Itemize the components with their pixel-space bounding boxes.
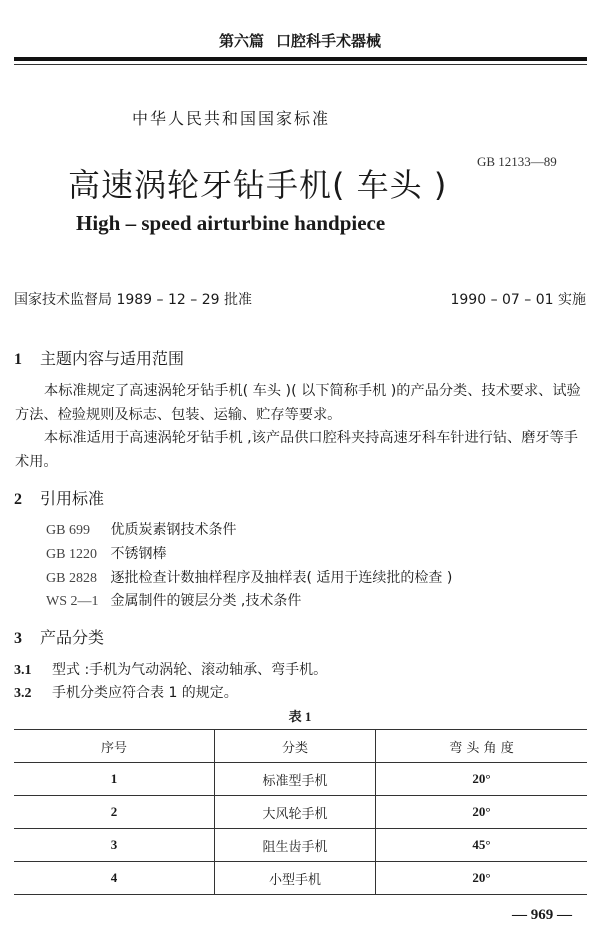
title-en: High – speed airturbine handpiece [76,211,386,235]
section-number: 1 [14,351,22,368]
header-part: 第六篇 [218,32,264,50]
col-header: 分类 [215,730,376,763]
section-heading [14,346,184,369]
cell: 20° [376,763,588,796]
cell: 45° [376,829,588,862]
cell: 3 [14,829,215,862]
ref-code: WS 2—1 [46,594,99,609]
approval-date: 国家技术监督局 1989 – 12 – 29 批准 [14,292,252,308]
col-header: 序号 [14,730,215,763]
ref-name: 优质炭素钢技术条件 [110,522,237,538]
effective-date: 1990 – 07 – 01 实施 [450,292,586,308]
cell: 阻生齿手机 [215,829,376,862]
table-row [14,829,587,862]
reference-item [46,519,236,539]
subsection-text: 手机分类应符合表 1 的规定。 [52,685,238,701]
section-heading [14,625,104,648]
cell: 2 [14,796,215,829]
header-rule-thick [14,57,587,61]
cell: 小型手机 [215,862,376,895]
running-header [0,30,600,51]
subsection [14,682,238,702]
cell: 20° [376,862,588,895]
paragraph: 本标准适用于高速涡轮牙钻手机 ,该产品供口腔科夹持高速牙科车针进行钻、磨牙等手术用。 [15,430,578,470]
classification-table [14,729,587,895]
cell: 4 [14,862,215,895]
page-number: — 969 — [512,907,572,923]
subsection [14,659,327,679]
reference-item [46,590,301,610]
section-number: 3 [14,630,22,647]
ref-code: GB 699 [46,523,90,538]
cell: 标准型手机 [215,763,376,796]
table-row [14,796,587,829]
section-number: 2 [14,491,22,508]
standard-label: 中华人民共和国国家标准 [132,109,331,128]
reference-item [46,567,452,587]
ref-name: 逐批检查计数抽样程序及抽样表( 适用于连续批的检查 ) [110,570,453,586]
cell: 大风轮手机 [215,796,376,829]
ref-name: 金属制件的镀层分类 ,技术条件 [110,593,302,609]
section-title: 引用标准 [40,489,105,508]
cell: 20° [376,796,588,829]
cell: 1 [14,763,215,796]
ref-code: GB 2828 [46,571,97,586]
table-caption: 表 1 [288,709,312,724]
table-row [14,862,587,895]
col-header: 弯 头 角 度 [376,730,588,763]
reference-item [46,543,166,563]
title-cn: 高速涡轮牙钻手机( 车头 ) [68,166,448,204]
header-rule-thin [14,64,587,65]
table-header-row [14,730,587,763]
section-heading [14,486,104,509]
ref-code: GB 1220 [46,547,97,562]
subsection-number: 3.1 [14,663,32,678]
ref-name: 不锈钢棒 [110,546,167,562]
standard-code: GB 12133—89 [477,154,557,169]
subsection-text: 型式 :手机为气动涡轮、滚动轴承、弯手机。 [52,662,328,678]
paragraph: 本标准规定了高速涡轮牙钻手机( 车头 )( 以下简称手机 )的产品分类、技术要求、试验方法、检验规则及标志、包装、运输、贮存等要求。 [15,383,581,423]
section-title: 主题内容与适用范围 [40,349,185,368]
header-chapter: 口腔科手术器械 [276,32,382,50]
section-title: 产品分类 [40,628,105,647]
subsection-number: 3.2 [14,686,32,701]
table-row [14,763,587,796]
